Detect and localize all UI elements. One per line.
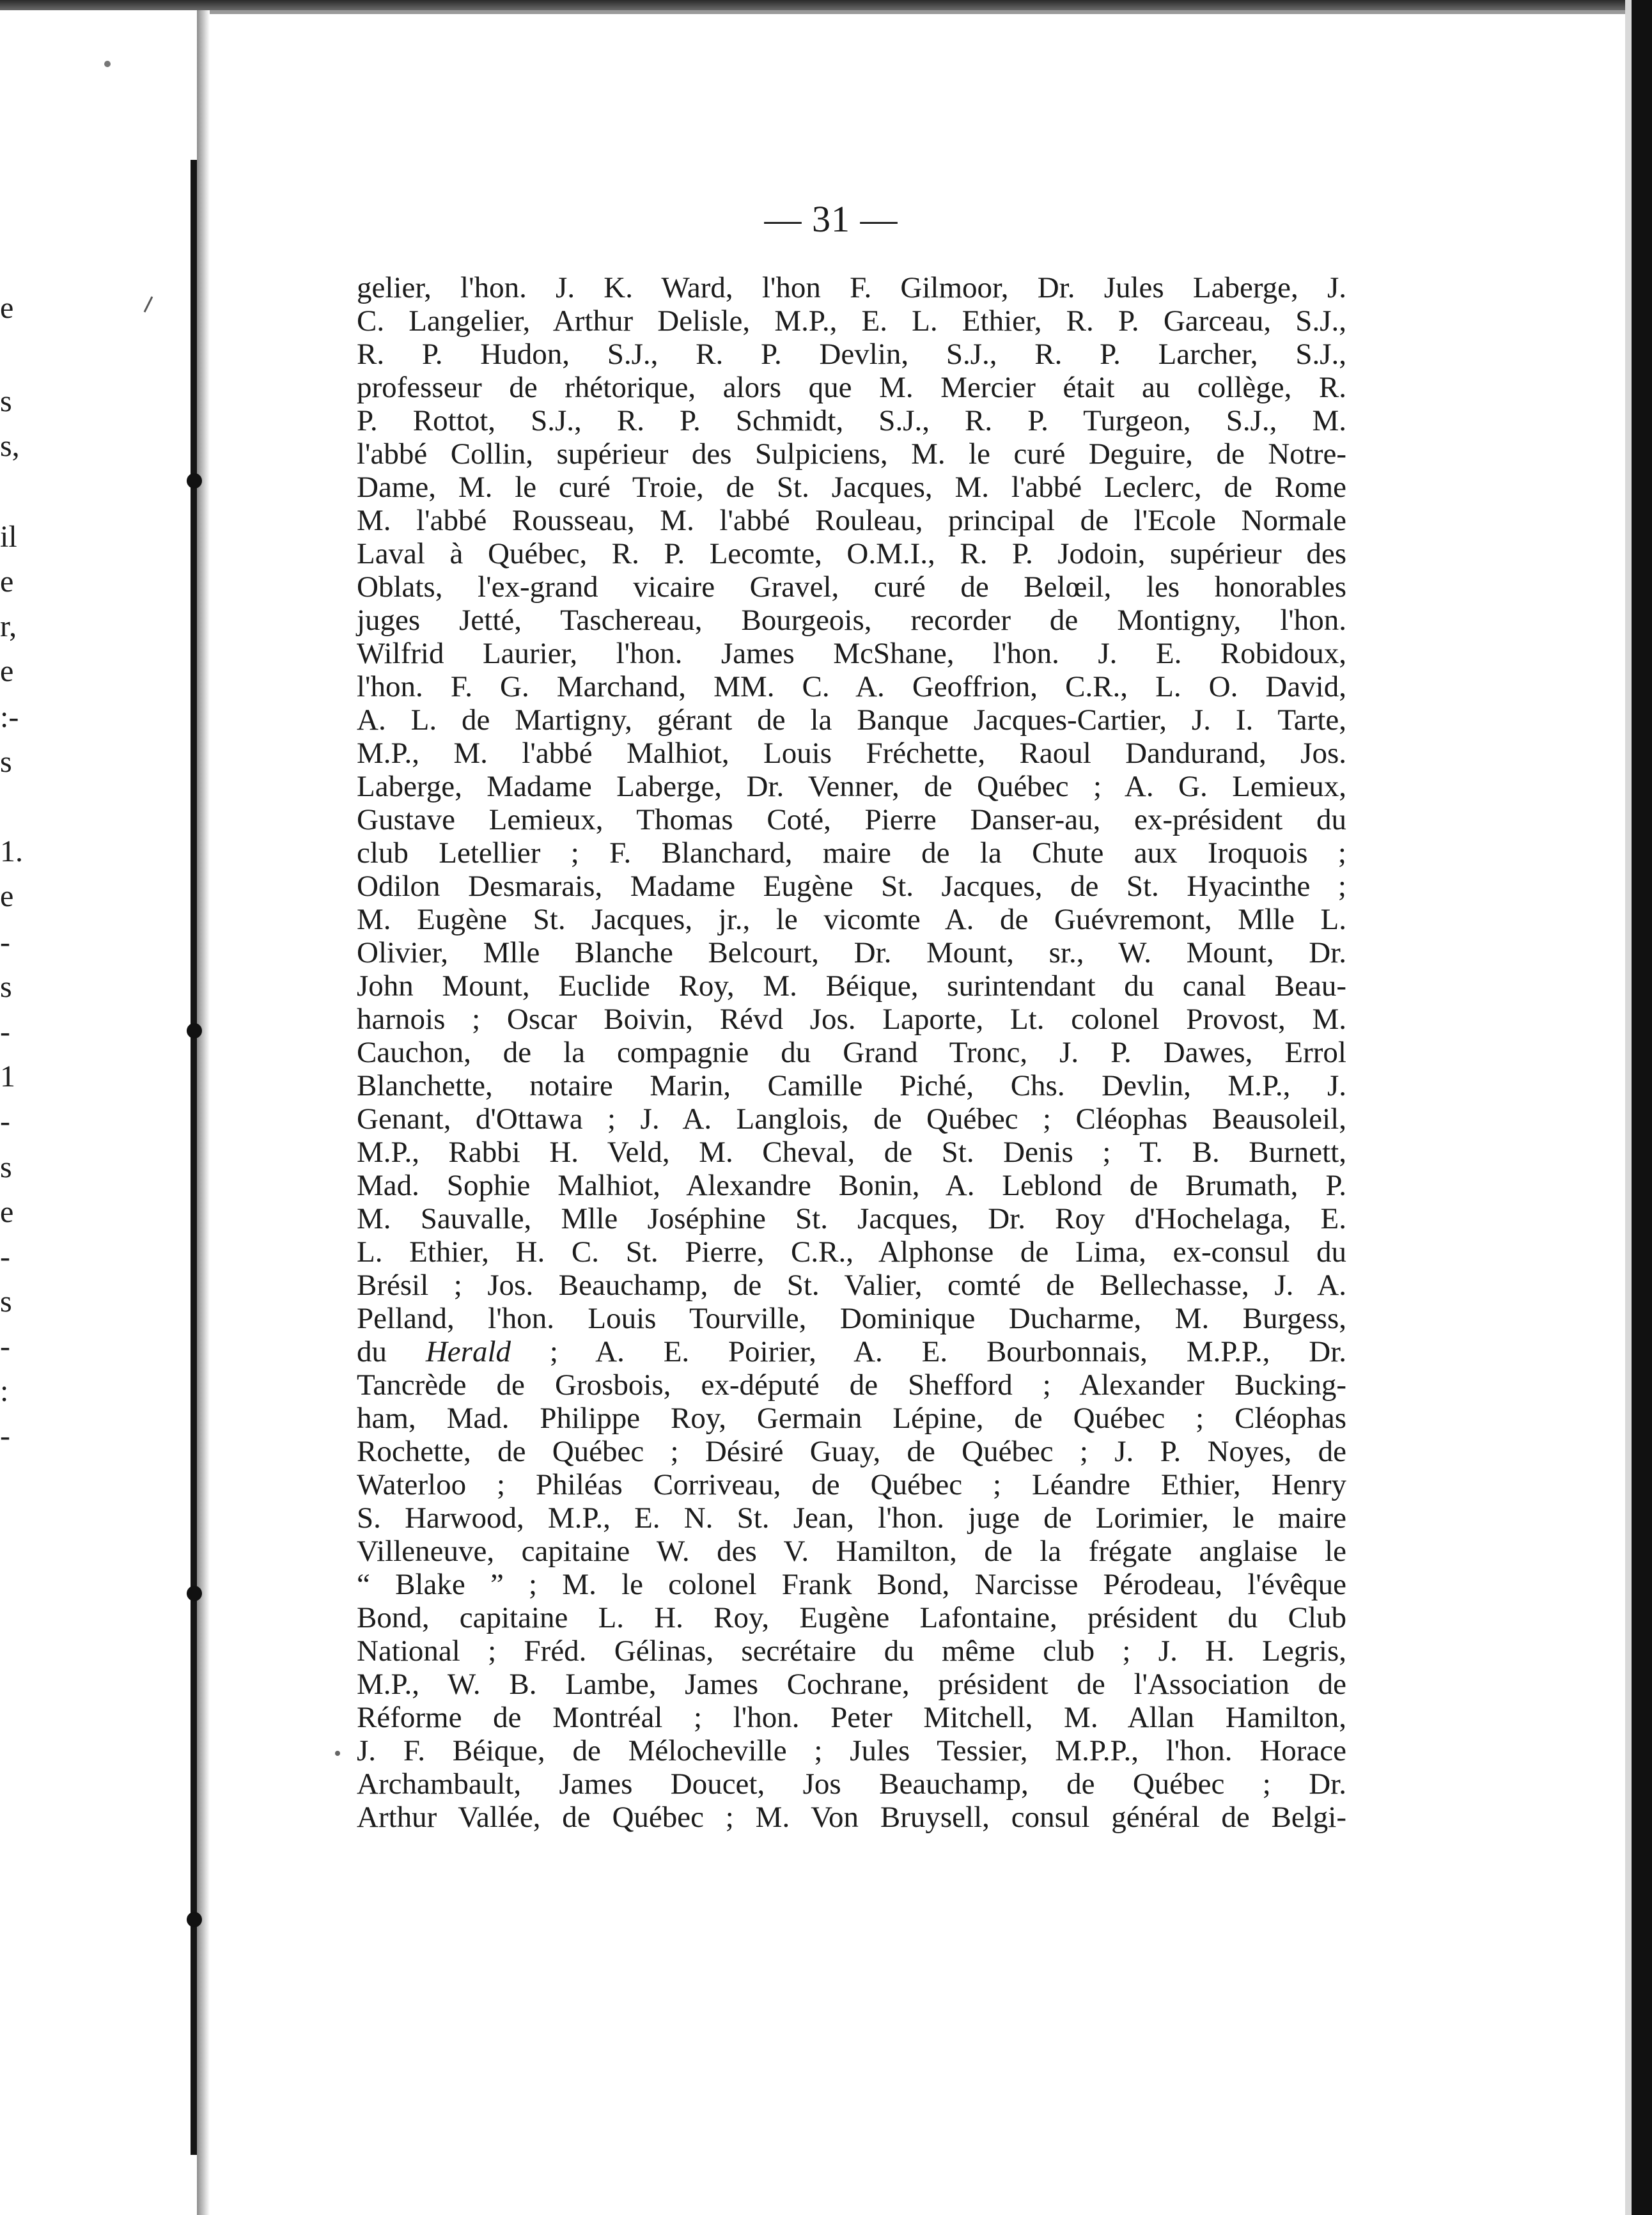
text-line: Gustave Lemieux, Thomas Coté, Pierre Danser-au, ex-président du xyxy=(357,803,1346,836)
fragment: - xyxy=(0,1015,10,1049)
text-line: l'hon. F. G. Marchand, MM. C. A. Geoffrion, C.R., L. O. David, xyxy=(357,670,1346,703)
text-line: juges Jetté, Taschereau, Bourgeois, recorder de Montigny, l'hon. xyxy=(357,604,1346,637)
fragment: :- xyxy=(0,700,19,734)
text-line: du Herald ; A. E. Poirier, A. E. Bourbonnais, M.P.P., Dr. xyxy=(357,1335,1347,1368)
text-line: Cauchon, de la compagnie du Grand Tronc, J. P. Dawes, Errol xyxy=(357,1036,1346,1069)
text-line: P. Rottot, S.J., R. P. Schmidt, S.J., R. P. Turgeon, S.J., M. xyxy=(357,404,1346,437)
text-line: Bond, capitaine L. H. Roy, Eugène Lafontaine, président du Club xyxy=(357,1601,1346,1634)
text-line: M. Sauvalle, Mlle Joséphine St. Jacques, Dr. Roy d'Hochelaga, E. xyxy=(357,1202,1346,1235)
text-line: J. F. Béique, de Mélocheville ; Jules Tessier, M.P.P., l'hon. Horace xyxy=(357,1734,1346,1767)
text-line: Olivier, Mlle Blanche Belcourt, Dr. Mount, sr., W. Mount, Dr. xyxy=(357,936,1346,969)
scan-top-border xyxy=(0,0,1652,10)
text-line: “ Blake ” ; M. le colonel Frank Bond, Narcisse Pérodeau, l'évêque xyxy=(357,1568,1346,1601)
text-line: Laberge, Madame Laberge, Dr. Venner, de Québec ; A. G. Lemieux, xyxy=(357,770,1346,803)
text-line: M.P., W. B. Lambe, James Cochrane, président de l'Association de xyxy=(357,1668,1346,1701)
text-line: Blanchette, notaire Marin, Camille Piché, Chs. Devlin, M.P., J. xyxy=(357,1069,1346,1102)
binding-mark xyxy=(187,1586,202,1601)
text-line: M. l'abbé Rousseau, M. l'abbé Rouleau, principal de l'Ecole Normale xyxy=(357,504,1346,537)
text-line: Villeneuve, capitaine W. des V. Hamilton, de la frégate anglaise le xyxy=(357,1535,1346,1568)
text-line: l'abbé Collin, supérieur des Sulpiciens, M. le curé Deguire, de Notre- xyxy=(357,437,1346,471)
text-line: professeur de rhétorique, alors que M. Mercier était au collège, R. xyxy=(357,371,1346,404)
text-line: Rochette, de Québec ; Désiré Guay, de Québec ; J. P. Noyes, de xyxy=(357,1435,1346,1468)
newspaper-title: Herald xyxy=(425,1335,511,1368)
text-line: Pelland, l'hon. Louis Tourville, Dominique Ducharme, M. Burgess, xyxy=(357,1302,1346,1335)
scan-right-border-light xyxy=(1625,0,1632,2215)
fragment: e xyxy=(0,1195,14,1229)
text-line: Oblats, l'ex-grand vicaire Gravel, curé de Belœil, les honorables xyxy=(357,570,1346,604)
text-line: Arthur Vallée, de Québec ; M. Von Bruysell, consul général de Belgi- xyxy=(357,1801,1346,1834)
text-line: C. Langelier, Arthur Delisle, M.P., E. L. Ethier, R. P. Garceau, S.J., xyxy=(357,304,1346,338)
text-line: Dame, M. le curé Troie, de St. Jacques, M. l'abbé Leclerc, de Rome xyxy=(357,471,1346,504)
fragment: - xyxy=(0,1104,10,1138)
text-line: L. Ethier, H. C. St. Pierre, C.R., Alphonse de Lima, ex-consul du xyxy=(357,1235,1346,1269)
text-line: Tancrède de Grosbois, ex-député de Shefford ; Alexander Bucking- xyxy=(357,1368,1346,1402)
text-line: A. L. de Martigny, gérant de la Banque Jacques-Cartier, J. I. Tarte, xyxy=(357,703,1346,737)
fragment: - xyxy=(0,1329,10,1363)
fragment: 1 xyxy=(0,1060,15,1093)
body-text xyxy=(357,271,1346,1834)
text-line: Mad. Sophie Malhiot, Alexandre Bonin, A. Leblond de Brumath, P. xyxy=(357,1169,1346,1202)
text-line: M.P., M. l'abbé Malhiot, Louis Fréchette, Raoul Dandurand, Jos. xyxy=(357,737,1346,770)
binding-mark xyxy=(187,473,202,489)
text-line: gelier, l'hon. J. K. Ward, l'hon F. Gilmoor, Dr. Jules Laberge, J. xyxy=(357,271,1346,304)
text-line: ham, Mad. Philippe Roy, Germain Lépine, de Québec ; Cléophas xyxy=(357,1402,1346,1435)
text-line: M.P., Rabbi H. Veld, M. Cheval, de St. Denis ; T. B. Burnett, xyxy=(357,1136,1346,1169)
facing-page xyxy=(0,10,192,2215)
fragment: 1. xyxy=(0,834,23,868)
text-line: S. Harwood, M.P., E. N. St. Jean, l'hon. juge de Lorimier, le maire xyxy=(357,1501,1346,1535)
fragment: - xyxy=(0,925,10,959)
fragment: s xyxy=(0,970,12,1004)
text-line: Genant, d'Ottawa ; J. A. Langlois, de Québec ; Cléophas Beausoleil, xyxy=(357,1102,1346,1136)
text-line: Wilfrid Laurier, l'hon. James McShane, l'hon. J. E. Robidoux, xyxy=(357,637,1346,670)
binding-mark xyxy=(187,1023,202,1038)
text-line: John Mount, Euclide Roy, M. Béique, surintendant du canal Beau- xyxy=(357,969,1346,1003)
text-line: M. Eugène St. Jacques, jr., le vicomte A. de Guévremont, Mlle L. xyxy=(357,903,1346,936)
text-line: Waterloo ; Philéas Corriveau, de Québec ; Léandre Ethier, Henry xyxy=(357,1468,1346,1501)
text-line: club Letellier ; F. Blanchard, maire de la Chute aux Iroquois ; xyxy=(357,836,1346,870)
scan-right-border xyxy=(1632,0,1652,2215)
fragment: r, xyxy=(0,609,17,643)
fragment: s xyxy=(0,1150,12,1184)
fragment: s xyxy=(0,745,12,779)
text-line: harnois ; Oscar Boivin, Révd Jos. Laporte, Lt. colonel Provost, M. xyxy=(357,1003,1346,1036)
fragment: e xyxy=(0,291,14,325)
fragment: il xyxy=(0,520,17,554)
text-line: Archambault, James Doucet, Jos Beauchamp, de Québec ; Dr. xyxy=(357,1767,1346,1801)
scan-top-border-inner xyxy=(198,10,1630,14)
fragment: s, xyxy=(0,429,20,463)
text-line: National ; Fréd. Gélinas, secrétaire du même club ; J. H. Legris, xyxy=(357,1634,1346,1668)
binding-mark xyxy=(187,1912,202,1927)
text-line: R. P. Hudon, S.J., R. P. Devlin, S.J., R. P. Larcher, S.J., xyxy=(357,338,1346,371)
text-line: Réforme de Montréal ; l'hon. Peter Mitchell, M. Allan Hamilton, xyxy=(357,1701,1346,1734)
page-number: — 31 — xyxy=(764,198,898,240)
fragment: s xyxy=(0,384,12,418)
binding-shadow xyxy=(197,10,210,2215)
binding-line xyxy=(191,160,197,2155)
text-line: Odilon Desmarais, Madame Eugène St. Jacques, de St. Hyacinthe ; xyxy=(357,870,1346,903)
fragment: - xyxy=(0,1419,10,1453)
facing-page-fragments xyxy=(0,10,38,2215)
text-line: Brésil ; Jos. Beauchamp, de St. Valier, comté de Bellechasse, J. A. xyxy=(357,1269,1346,1302)
fragment: e xyxy=(0,565,14,599)
text-line: Laval à Québec, R. P. Lecomte, O.M.I., R. P. Jodoin, supérieur des xyxy=(357,537,1346,570)
fragment: s xyxy=(0,1285,12,1319)
fragment: e xyxy=(0,654,14,688)
fragment: - xyxy=(0,1240,10,1274)
fragment: : xyxy=(0,1374,9,1408)
fragment: e xyxy=(0,879,14,913)
